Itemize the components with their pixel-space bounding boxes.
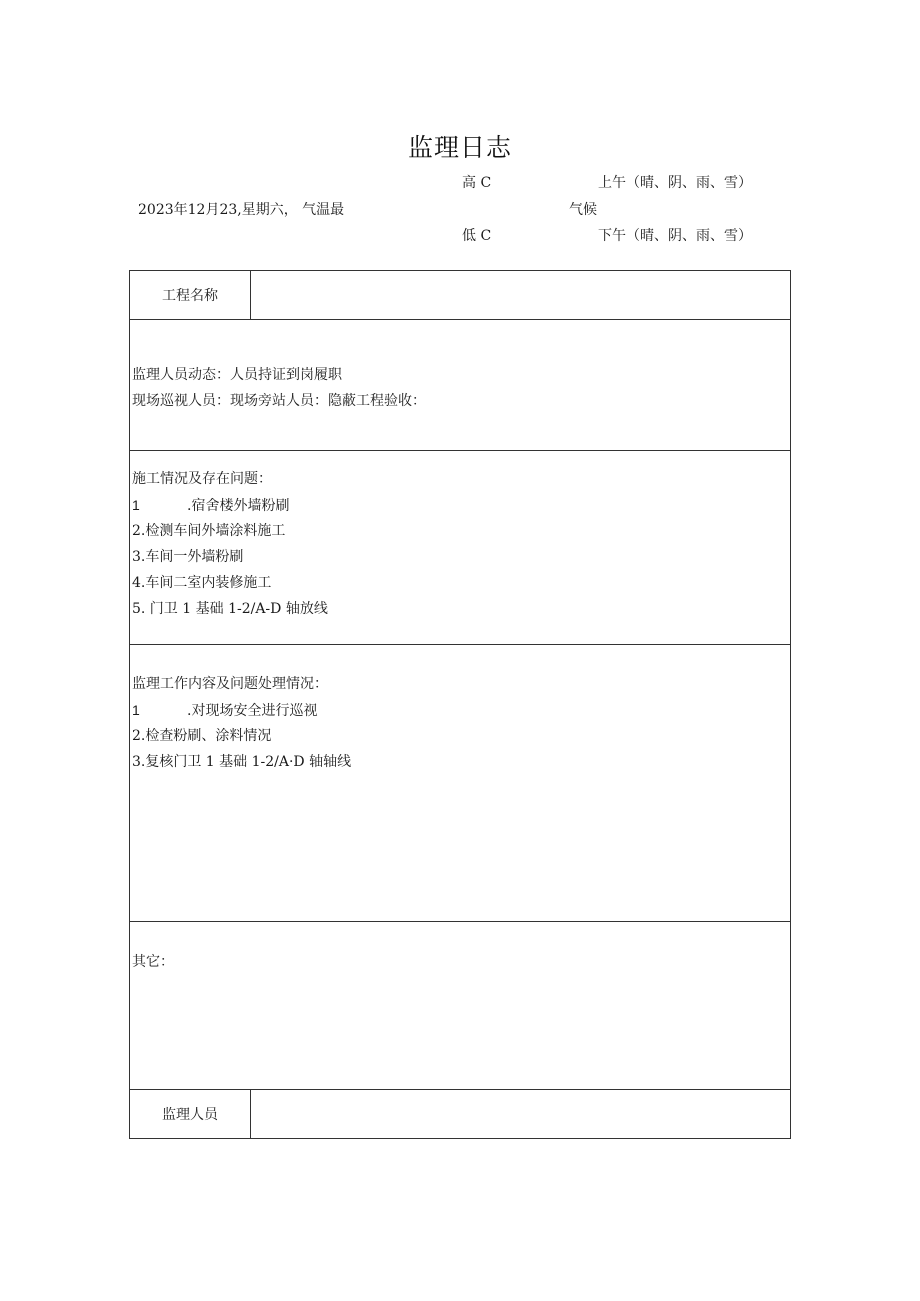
personnel-inspection: 现场巡视人员：现场旁站人员：隐蔽工程验收： <box>132 393 426 409</box>
page-title: 监理日志 <box>407 133 512 162</box>
temp-low: 低 C <box>462 228 492 244</box>
other-row <box>130 922 791 1090</box>
personnel-dynamics: 监理人员动态：人员持证到岗履职 <box>132 367 342 383</box>
list-item: 1 .对现场安全进行巡视 <box>132 702 318 719</box>
supervision-heading: 监理工作内容及问题处理情况： <box>132 676 328 692</box>
list-item: 2.检测车间外墙涂料施工 <box>132 523 286 539</box>
supervisor-field[interactable] <box>251 1090 791 1139</box>
weather-morning: 上午（晴、阴、雨、雪） <box>598 175 752 191</box>
project-name-row <box>130 271 791 320</box>
supervisor-label: 监理人员 <box>130 1090 251 1139</box>
personnel-cell[interactable] <box>130 320 791 451</box>
list-item: 2.检查粉刷、涂料情况 <box>132 728 272 744</box>
construction-row <box>130 451 791 645</box>
weather-afternoon: 下午（晴、阴、雨、雪） <box>598 228 752 244</box>
construction-heading: 施工情况及存在问题： <box>132 471 272 487</box>
other-label: 其它： <box>132 954 174 970</box>
construction-cell[interactable] <box>130 451 791 645</box>
project-name-field[interactable] <box>251 271 791 320</box>
list-item: 3.车间一外墙粉刷 <box>132 549 244 565</box>
date-weather-line: 2023年12月23,星期六， 气温最 <box>138 202 345 218</box>
project-name-label: 工程名称 <box>130 271 251 320</box>
other-cell[interactable] <box>130 922 791 1090</box>
list-item: 3.复核门卫 1 基础 1-2/A·D 轴轴线 <box>132 754 352 770</box>
weather-label: 气候 <box>569 202 597 218</box>
temp-high: 高 C <box>462 175 492 191</box>
supervision-cell[interactable] <box>130 645 791 922</box>
supervision-row <box>130 645 791 922</box>
supervisor-row <box>130 1090 791 1139</box>
supervision-log-table <box>129 270 791 1139</box>
list-item: 4.车间二室内装修施工 <box>132 575 272 591</box>
personnel-row <box>130 320 791 451</box>
list-item: 5. 门卫 1 基础 1-2/A-D 轴放线 <box>132 601 328 617</box>
list-item: 1 .宿舍楼外墙粉刷 <box>132 497 290 514</box>
